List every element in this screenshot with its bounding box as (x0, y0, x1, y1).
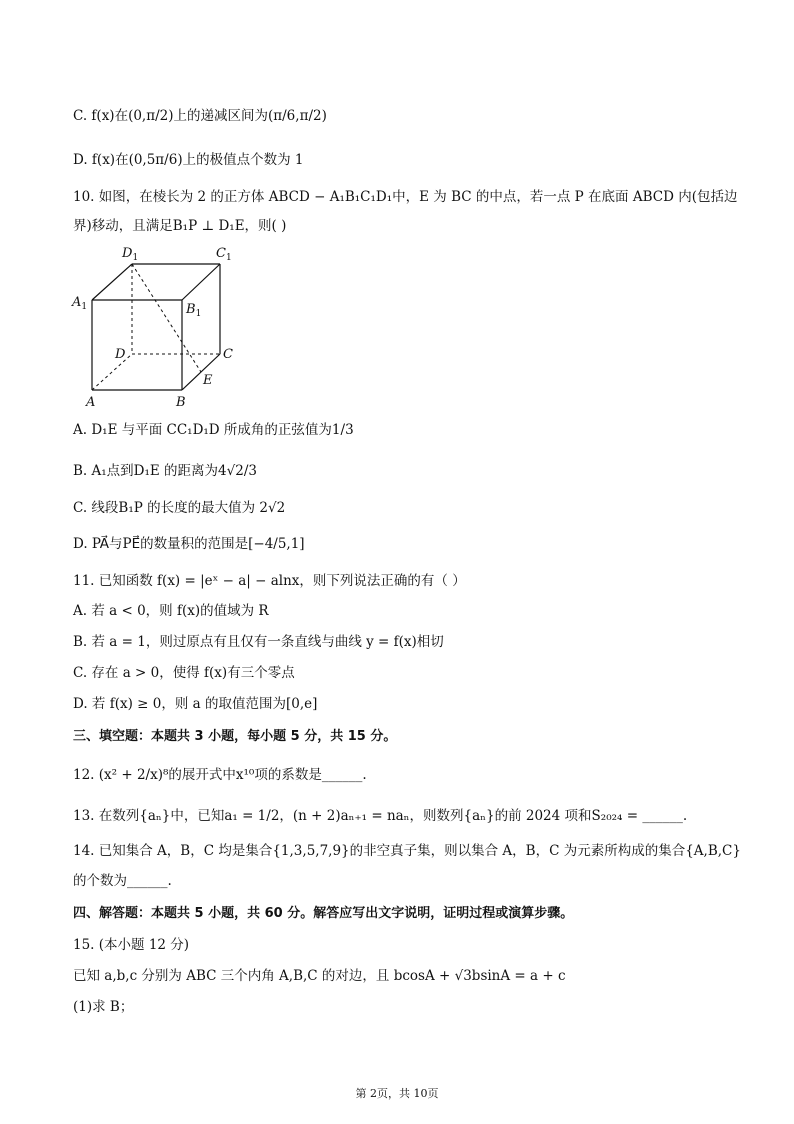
label-b1: $B_1$ (186, 302, 202, 319)
cube-figure (70, 240, 250, 410)
label-c: C (223, 347, 233, 362)
q13: 13. 在数列{aₙ}中，已知a₁ = 1/2，(n + 2)aₙ₊₁ = naₙ，则数列{aₙ}的前 2024 项和S₂₀₂₄ = ______. (73, 808, 688, 824)
q10-stem-line2: 界)移动，且满足B₁P ⊥ D₁E，则( ) (73, 218, 287, 234)
q10-option-d: D. PA⃗与PE⃗的数量积的范围是[−4/5,1] (73, 536, 305, 552)
label-e: E (203, 373, 213, 388)
edge-ad-hidden (92, 354, 132, 390)
label-a1: $A_1$ (72, 295, 88, 312)
q14-line2: 的个数为______. (73, 873, 172, 889)
q11-option-c: C. 存在 a > 0，使得 f(x)有三个零点 (73, 665, 295, 681)
q9-option-d: D. f(x)在(0,5π/6)上的极值点个数为 1 (73, 152, 304, 168)
segment-d1e-hidden (132, 264, 201, 372)
section-4-heading: 四、解答题：本题共 5 小题，共 60 分。解答应写出文字说明，证明过程或演算步骤。 (73, 906, 574, 921)
q9-option-c: C. f(x)在(0,π/2)上的递减区间为(π/6,π/2) (73, 108, 327, 124)
q11-option-a: A. 若 a < 0，则 f(x)的值域为 R (73, 603, 269, 619)
q10-option-c: C. 线段B₁P 的长度的最大值为 2√2 (73, 500, 286, 516)
label-c1: $C_1$ (216, 246, 232, 263)
q10-stem-line1: 10. 如图，在棱长为 2 的正方体 ABCD − A₁B₁C₁D₁中，E 为 BC 的中点，若一点 P 在底面 ABCD 内(包括边 (73, 189, 738, 205)
section-3-heading: 三、填空题：本题共 3 小题，每小题 5 分，共 15 分。 (73, 729, 397, 744)
q15-part1: (1)求 B； (73, 999, 134, 1015)
q10-option-a: A. D₁E 与平面 CC₁D₁D 所成角的正弦值为1/3 (73, 422, 354, 438)
edge-a1d1 (92, 264, 132, 300)
label-d: D (115, 347, 126, 362)
q11-stem: 11. 已知函数 f(x) = |eˣ − a| − alnx，则下列说法正确的有（ ） (73, 573, 466, 589)
label-b: B (176, 395, 186, 410)
q10-option-b: B. A₁点到D₁E 的距离为4√2/3 (73, 463, 257, 479)
q15-heading: 15. (本小题 12 分) (73, 937, 190, 953)
q12: 12. (x² + 2/x)⁸的展开式中x¹⁰项的系数是______. (73, 767, 367, 783)
q14-line1: 14. 已知集合 A，B，C 均是集合{1,3,5,7,9}的非空真子集，则以集合 A，B，C 为元素所构成的集合{A,B,C} (73, 843, 741, 859)
q11-option-d: D. 若 f(x) ≥ 0，则 a 的取值范围为[0,e] (73, 696, 318, 712)
label-a: A (86, 395, 96, 410)
q11-option-b: B. 若 a = 1，则过原点有且仅有一条直线与曲线 y = f(x)相切 (73, 634, 444, 650)
page-footer: 第 2页，共 10页 (355, 1087, 439, 1100)
q15-stem: 已知 a,b,c 分别为 ABC 三个内角 A,B,C 的对边，且 bcosA + √3bsinA = a + c (73, 968, 566, 984)
edge-b1c1 (182, 264, 220, 300)
label-d1: $D_1$ (122, 246, 139, 263)
